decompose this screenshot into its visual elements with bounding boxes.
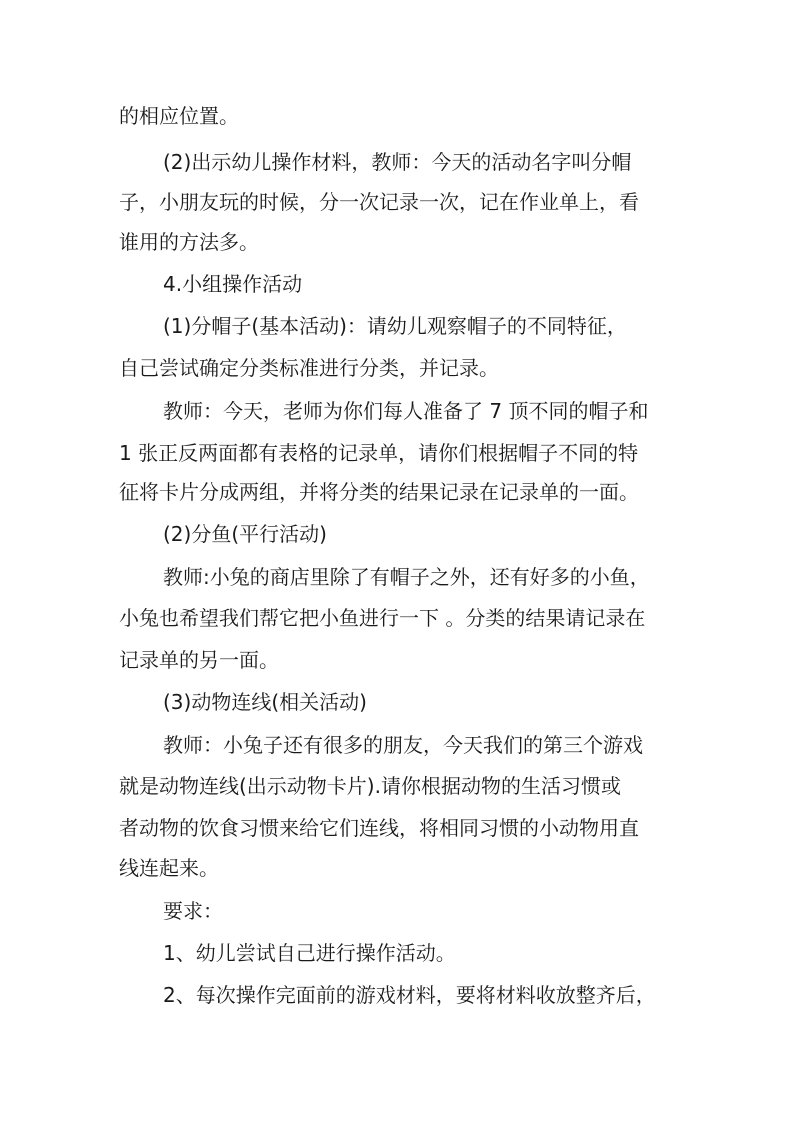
text-line: 就是动物连线(出示动物卡片).请你根据动物的生活习惯或 bbox=[119, 774, 621, 798]
list-item: 1、幼儿尝试自己进行操作活动。 bbox=[163, 941, 456, 965]
text-line: 者动物的饮食习惯来给它们连线，将相同习惯的小动物用直 bbox=[119, 816, 639, 840]
text-line: 谁用的方法多。 bbox=[119, 230, 259, 254]
text-line: 小兔也希望我们帮它把小鱼进行一下 。分类的结果请记录在 bbox=[119, 606, 646, 630]
section-heading: 4.小组操作活动 bbox=[163, 272, 303, 296]
text-line: 教师：小兔子还有很多的朋友，今天我们的第三个游戏 bbox=[163, 733, 643, 757]
text-line: (2)出示幼儿操作材料，教师：今天的活动名字叫分帽 bbox=[163, 150, 632, 174]
text-line: (2)分鱼(平行活动) bbox=[163, 522, 327, 546]
text-line: 自己尝试确定分类标准进行分类，并记录。 bbox=[119, 356, 499, 380]
text-line: 的相应位置。 bbox=[119, 104, 239, 128]
text-line: 线连起来。 bbox=[119, 856, 219, 880]
text-line: (1)分帽子(基本活动)：请幼儿观察帽子的不同特征， bbox=[163, 314, 627, 338]
text-line: 征将卡片分成两组，并将分类的结果记录在记录单的一面。 bbox=[119, 480, 639, 504]
text-line: 教师:小兔的商店里除了有帽子之外，还有好多的小鱼， bbox=[163, 565, 650, 589]
text-line: 要求： bbox=[163, 899, 223, 923]
text-line: (3)动物连线(相关活动) bbox=[163, 690, 367, 714]
text-line: 子，小朋友玩的时候，分一次记录一次，记在作业单上，看 bbox=[119, 190, 639, 214]
list-item: 2、每次操作完面前的游戏材料，要将材料收放整齐后， bbox=[163, 983, 656, 1007]
text-line: 1 张正反两面都有表格的记录单，请你们根据帽子不同的特 bbox=[119, 441, 639, 465]
text-line: 记录单的另一面。 bbox=[119, 648, 279, 672]
text-line: 教师：今天，老师为你们每人准备了 7 顶不同的帽子和 bbox=[163, 399, 649, 423]
